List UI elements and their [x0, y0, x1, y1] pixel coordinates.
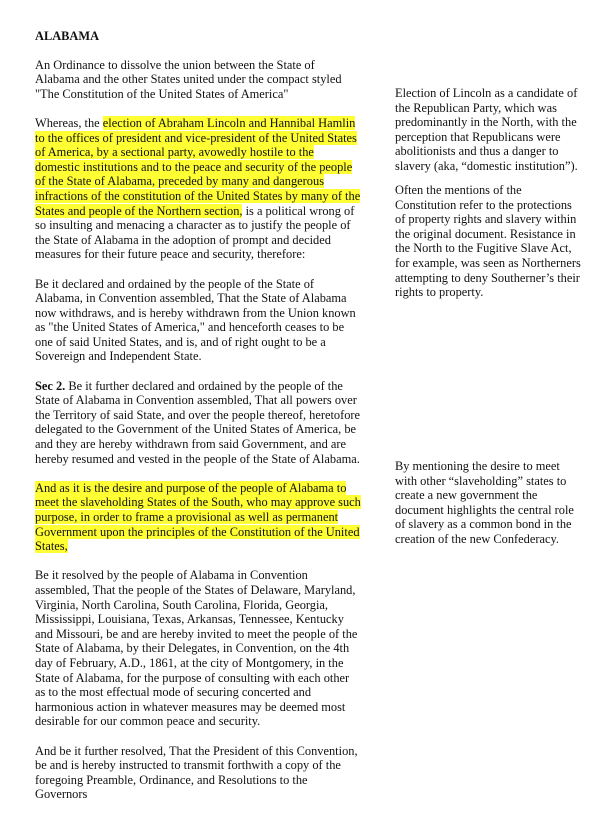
intro-paragraph: An Ordinance to dissolve the union between the State of Alabama and the other States united under the compact styled "The Constitution of the United States of America" [35, 57, 342, 101]
further-resolved-paragraph: And be it further resolved, That the President of this Convention, be and is hereby instructed to transmit forthwith a copy of the foregoing Preamble, Ordinance, and Resolutions to the Governors [35, 743, 358, 802]
annotation-constitution: Often the mentions of the Constitution refer to the protections of property rights and slavery within the original document. Resistance in the North to the Fugitive Slave Act, for example, was seen as Northerners attempting to deny Southerner’s their rights to property. [395, 183, 581, 300]
ordinance-text [35, 29, 361, 816]
annotation-slaveholding: By mentioning the desire to meet with other “slaveholding” states to create a new government the document highlights the central role of slavery as a common bond in the creation of the new Confederacy. [395, 459, 574, 546]
whereas-highlight: election of Abraham Lincoln and Hannibal Hamlin to the offices of president and vice-president of the United States of America, by a sectional party, avowedly hostile to the domestic institutions and to the peace and security of the people of the State of Alabama, preceded by many and dangerous infractions of the constitution of the United States by many of the States and people of the Northern section, [35, 115, 361, 218]
section-2-text: Be it further declared and ordained by the people of the State of Alabama in Convention assembled, That all powers over the Territory of said State, and over the people thereof, heretofore delegated to the Government of the United States of America, be and they are hereby withdrawn from said Government, and are hereby resumed and vested in the people of the State of Alabama. [35, 378, 361, 466]
resolved-paragraph: Be it resolved by the people of Alabama in Convention assembled, That the people of the States of Delaware, Maryland, Virginia, North Carolina, South Carolina, Florida, Georgia, Mississippi, Louisiana, Texas, Arkansas, Tennessee, Kentucky and Missouri, be and are hereby invited to meet the people of the State of Alabama, by their Delegates, in Convention, on the 4th day of February, A.D., 1861, at the city of Montgomery, in the State of Alabama, for the purpose of consulting with each other as to the most effectual mode of securing concerted and harmonious action in whatever measures may be deemed most desirable for our common peace and security. [35, 568, 358, 729]
desire-paragraph [35, 481, 361, 554]
document-title: ALABAMA [35, 29, 100, 43]
whereas-rest: is a political wrong of so insulting and menacing a character as to justify the people of the State of Alabama in the adoption of prompt and decided measures for their future peace and security, therefore: [35, 203, 355, 262]
section-2-label: Sec 2. [35, 378, 66, 393]
desire-highlight: And as it is the desire and purpose of the people of Alabama to meet the slaveholding States of the South, who may approve such purpose, in order to frame a provisional as well as permanent Government upon the principles of the Constitution of the United States, [35, 480, 361, 554]
whereas-lead: Whereas, the [35, 115, 103, 130]
ordained-paragraph: Be it declared and ordained by the people of the State of Alabama, in Convention assembled, That the State of Alabama now withdraws, and is hereby withdrawn from the Union known as "the United States of America," and henceforth ceases to be one of said United States, and is, and of right ought to be a Sovereign and Independent State. [35, 276, 356, 364]
section-2-paragraph [35, 379, 361, 467]
annotation-lincoln: Election of Lincoln as a candidate of the Republican Party, which was predominantly in the North, with the perception that Republicans were abolitionists and thus a danger to slavery (aka, “domestic institution”). [395, 86, 578, 173]
whereas-paragraph [35, 116, 361, 262]
